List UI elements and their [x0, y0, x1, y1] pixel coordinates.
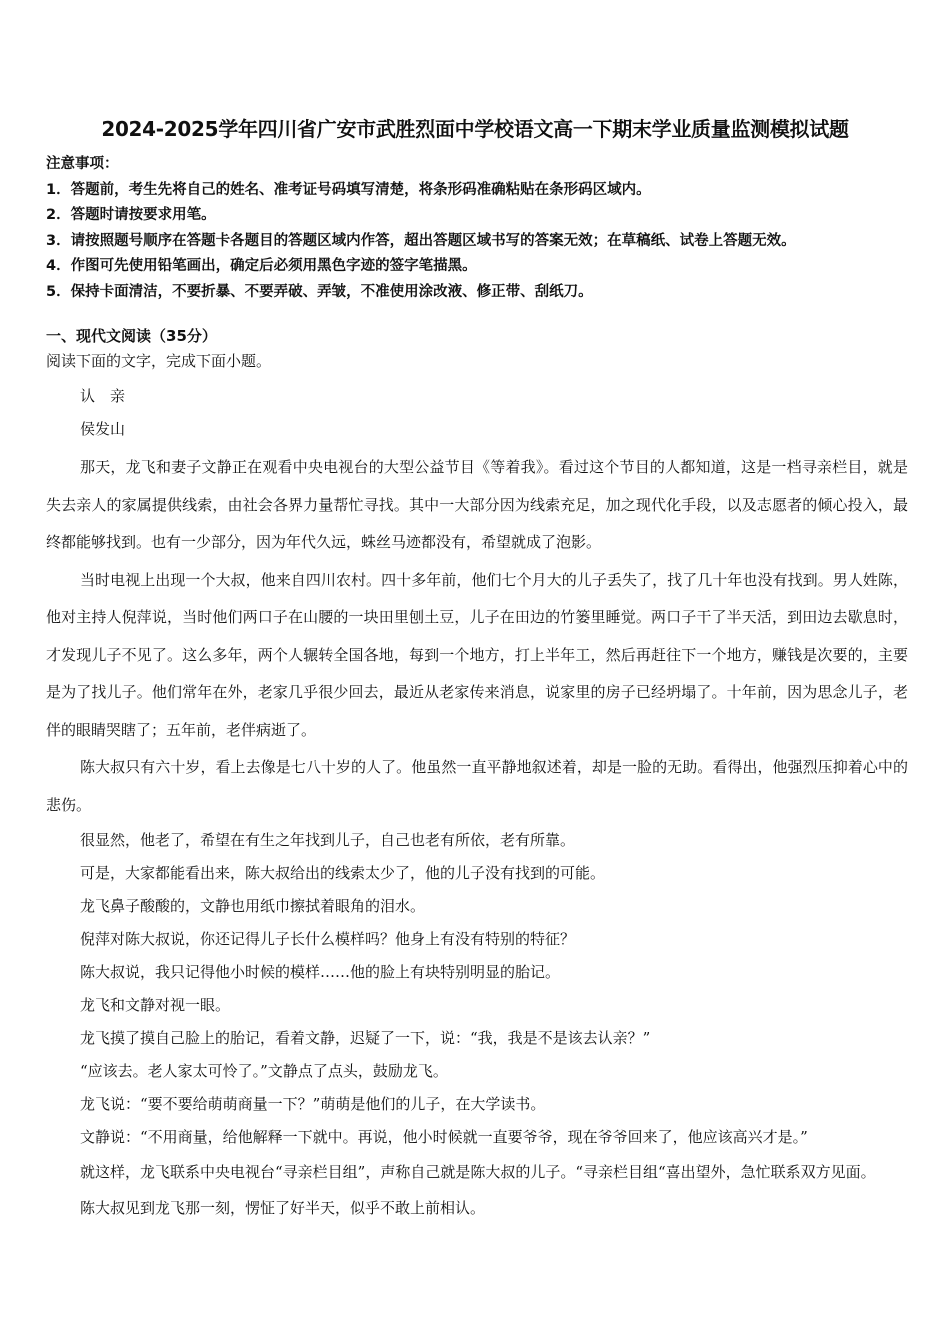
notes-item: 3．请按照题号顺序在答题卡各题目的答题区域内作答，超出答题区域书写的答案无效；在草稿纸、试卷上答题无效。: [46, 232, 796, 249]
passage-paragraph: 陈大叔说，我只记得他小时候的模样……他的脸上有块特别明显的胎记。: [80, 963, 561, 981]
passage-paragraph: 就这样，龙飞联系中央电视台“寻亲栏目组”，声称自己就是陈大叔的儿子。“寻亲栏目组“喜出望外，急忙联系双方见面。: [80, 1163, 876, 1181]
passage-paragraph: 可是，大家都能看出来，陈大叔给出的线索太少了，他的儿子没有找到的可能。: [80, 864, 606, 882]
passage-paragraph: “应该去。老人家太可怜了。”文静点了点头，鼓励龙飞。: [80, 1062, 448, 1080]
passage-paragraph: 龙飞摸了摸自己脸上的胎记，看着文静，迟疑了一下，说：“我，我是不是该去认亲？”: [80, 1029, 651, 1047]
passage-paragraph: 当时电视上出现一个大叔，他来自四川农村。四十多年前，他们七个月大的儿子丢失了，找了几十年也没有找到。男人姓陈，他对主持人倪萍说，当时他们两口子在山腰的一块田里刨土豆，儿子在田边的竹篓里睡觉。两口子干了半天活，到田边去歇息时，才发现儿子不见了。这么多年，两个人辗转全国各地，每到一个地方，打上半年工，然后再赶往下一个地方，赚钱是次要的，主要是为了找儿子。他们常年在外，老家几乎很少回去，最近从老家传来消息，说家里的房子已经坍塌了。十年前，因为思念儿子，老伴的眼睛哭瞎了；五年前，老伴病逝了。: [46, 570, 908, 739]
notes-section: [46, 152, 926, 305]
section-instruction: 阅读下面的文字，完成下面小题。: [46, 352, 272, 370]
passage-title: 认 亲: [80, 387, 126, 405]
passage-author: 侯发山: [80, 420, 126, 438]
notes-heading: 注意事项：: [46, 156, 119, 172]
passage-paragraph: 很显然，他老了，希望在有生之年找到儿子，自己也老有所依，老有所靠。: [80, 831, 576, 849]
passage-paragraph: 陈大叔见到龙飞那一刻，愣怔了好半天，似乎不敢上前相认。: [80, 1198, 486, 1217]
passage-paragraph: 龙飞说：“要不要给萌萌商量一下？”萌萌是他们的儿子，在大学读书。: [80, 1095, 546, 1113]
passage-paragraph: 文静说：“不用商量，给他解释一下就中。再说，他小时候就一直要爷爷，现在爷爷回来了，他应该高兴才是。”: [80, 1128, 808, 1146]
passage-paragraph: 陈大叔只有六十岁，看上去像是七八十岁的人了。他虽然一直平静地叙述着，却是一脸的无助。看得出，他强烈压抑着心中的悲伤。: [46, 758, 908, 814]
passage-paragraph: 龙飞鼻子酸酸的，文静也用纸巾擦拭着眼角的泪水。: [80, 897, 426, 915]
page-title: 2024-2025学年四川省广安市武胜烈面中学校语文高一下期末学业质量监测模拟试题: [101, 117, 849, 141]
passage-paragraph: 龙飞和文静对视一眼。: [80, 996, 231, 1014]
passage-paragraph: 那天，龙飞和妻子文静正在观看中央电视台的大型公益节目《等着我》。看过这个节目的人都知道，这是一档寻亲栏目，就是失去亲人的家属提供线索，由社会各界力量帮忙寻找。其中一大部分因为线索充足，加之现代化手段，以及志愿者的倾心投入，最终都能够找到。也有一少部分，因为年代久远，蛛丝马迹都没有，希望就成了泡影。: [46, 458, 908, 551]
passage-paragraph: 倪萍对陈大叔说，你还记得儿子长什么模样吗？他身上有没有特别的特征？: [80, 930, 576, 948]
notes-item: 2．答题时请按要求用笔。: [46, 207, 216, 223]
notes-item: 1．答题前，考生先将自己的姓名、准考证号码填写清楚，将条形码准确粘贴在条形码区域内。: [46, 181, 651, 198]
section-heading: 一、现代文阅读（35分）: [46, 327, 217, 345]
reading-passage: [46, 380, 908, 1225]
notes-item: 5．保持卡面清洁，不要折暴、不要弄破、弄皱，不准使用涂改液、修正带、刮纸刀。: [46, 283, 593, 300]
notes-item: 4．作图可先使用铅笔画出，确定后必须用黑色字迹的签字笔描黑。: [46, 258, 477, 274]
